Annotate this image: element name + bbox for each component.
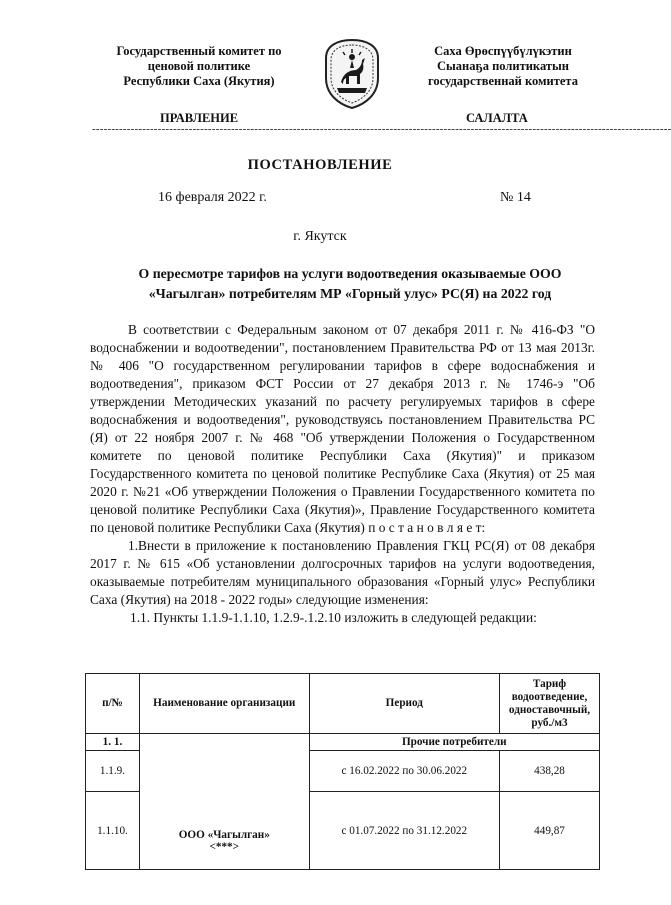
coat-of-arms-emblem bbox=[323, 38, 381, 110]
column-header-organization: Наименование организации bbox=[139, 674, 309, 734]
document-number: № 14 bbox=[500, 190, 531, 205]
issuer-line: Саха Өрөспүүбүлүкэтин bbox=[434, 44, 572, 58]
document-body bbox=[90, 321, 595, 627]
row-period-cell: с 01.07.2022 по 31.12.2022 bbox=[309, 792, 499, 870]
document-city: г. Якутск bbox=[293, 229, 347, 244]
issuer-line: ценовой политике bbox=[147, 59, 251, 73]
organization-note: <***> bbox=[209, 841, 240, 853]
group-label-cell: Прочие потребители bbox=[309, 734, 599, 751]
department-label-yakut: САЛАЛТА bbox=[466, 111, 528, 125]
row-period-cell: с 16.02.2022 по 30.06.2022 bbox=[309, 751, 499, 792]
column-header-number: п/№ bbox=[86, 674, 140, 734]
issuer-line: Республики Саха (Якутия) bbox=[123, 74, 275, 88]
preamble-paragraph: В соответствии с Федеральным законом от 07 декабря 2011 г. № 416-ФЗ "О водоснабжении и водоотведении", постановлением Правительства РФ от 13 мая 2013г. № 406 "О государственном регулировании тарифов в сфере водоснабжения и водоотведения", приказом ФСТ России от 27 декабря 2013 г. № 1746-э "Об утверждении Методических указаний по расчету регулируемых тарифов в сфере водоснабжения и водоотведения", руководствуясь постановлением Правительства РС (Я) от 22 ноября 2007 г. № 468 "Об утверждении Положения о Государственном комитете по ценовой политике Республики Саха (Якутия)" и приказом Государственного комитета по ценовой политике Республике Саха (Якутия) от 25 мая 2020 г. №21 «Об утверждении Положения о Правлении Государственного комитета по ценовой политике Республики Саха (Якутия)», Правление Государственного комитета по ценовой политике Республики Саха (Якутия) п о с т а н о в л я е т: bbox=[90, 322, 595, 535]
organization-cell bbox=[139, 734, 309, 870]
header-divider: ------------------------------------------------------------------------------------------------------------------------------------------------------ bbox=[92, 123, 671, 135]
document-subject: О пересмотре тарифов на услуги водоотведения оказываемые ООО «Чагылган» потребителям МР «Горный улус» РС(Я) на 2022 год bbox=[138, 266, 562, 301]
group-number-cell: 1. 1. bbox=[86, 734, 140, 751]
issuer-name-yakut bbox=[400, 44, 606, 89]
row-number-cell: 1.1.10. bbox=[86, 792, 140, 870]
issuer-line: Сыанаҕа политикатын bbox=[437, 59, 569, 73]
column-header-tariff: Тариф водоотведение, одноставочный, руб./м3 bbox=[500, 674, 600, 734]
table-header-row bbox=[86, 674, 600, 734]
row-number-cell: 1.1.9. bbox=[86, 751, 140, 792]
table-group-row bbox=[86, 734, 600, 751]
row-tariff-cell: 438,28 bbox=[500, 751, 600, 792]
document-title: ПОСТАНОВЛЕНИЕ bbox=[247, 157, 393, 173]
document-date: 16 февраля 2022 г. bbox=[158, 190, 267, 205]
issuer-line: государственнай комитета bbox=[428, 74, 578, 88]
organization-name: ООО «Чагылган» bbox=[178, 829, 270, 841]
clause-1-1-paragraph: 1.1. Пункты 1.1.9-1.1.10, 1.2.9-.1.2.10 изложить в следующей редакции: bbox=[130, 610, 537, 625]
issuer-name-russian bbox=[96, 44, 302, 89]
department-label-russian: ПРАВЛЕНИЕ bbox=[160, 111, 239, 125]
issuer-line: Государственный комитет по bbox=[116, 44, 282, 58]
tariff-table bbox=[85, 673, 600, 870]
column-header-period: Период bbox=[309, 674, 499, 734]
clause-1-paragraph: 1.Внести в приложение к постановлению Правления ГКЦ РС(Я) от 08 декабря 2017 г. № 615 «Об установлении долгосрочных тарифов на услуги водоотведения, оказываемые потребителям муниципального образования «Горный улус» Республики Саха (Якутия) на 2018 - 2022 годы» следующие изменения: bbox=[90, 538, 595, 607]
row-tariff-cell: 449,87 bbox=[500, 792, 600, 870]
